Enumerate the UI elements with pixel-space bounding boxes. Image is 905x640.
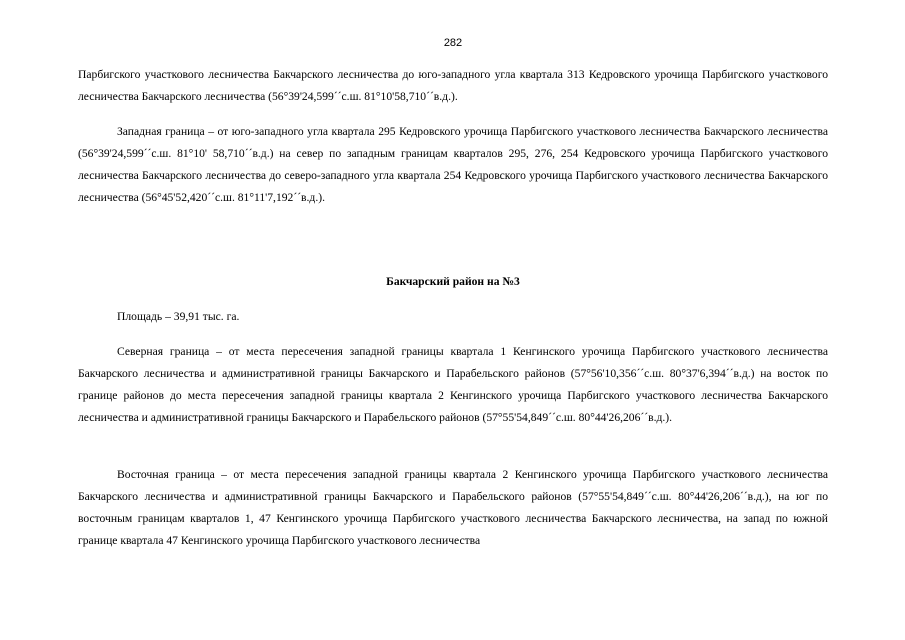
paragraph-northern-border: Северная граница – от места пересечения западной границы квартала 1 Кенгинского урочища Парбигского участкового лесничества Бакчарского лесничества и административной границы Бакчарского и Парабельского районов (57°56'10,356´´с.ш. 80°37'6,394´´в.д.) на восток по границе районов до места пересечения западной границы квартала 2 Кенгинского урочища Парбигского участкового лесничества Бакчарского лесничества и административной границы Бакчарского и Парабельского районов (57°55'54,849´´с.ш. 80°44'26,206´´в.д.). bbox=[78, 345, 828, 424]
paragraph-continuation: Парбигского участкового лесничества Бакчарского лесничества до юго-западного угла квартала 313 Кедровского урочища Парбигского участкового лесничества Бакчарского лесничества (56°39'24,599´´с.ш. 81°10'58,710´´в.д.). bbox=[78, 68, 828, 103]
paragraph-eastern-border: Восточная граница – от места пересечения западной границы квартала 2 Кенгинского урочища Парбигского участкового лесничества Бакчарского лесничества и административной границы Бакчарского и Парабельского районов (57°55'54,849´´с.ш. 80°44'26,206´´в.д.), на юг по восточным границам кварталов 1, 47 Кенгинского урочища Парбигского участкового лесничества Бакчарского лесничества, на запад по южной границе квартала 47 Кенгинского урочища Парбигского участкового лесничества bbox=[78, 468, 828, 547]
page-number: 282 bbox=[443, 37, 463, 49]
section-title: Бакчарский район на №3 bbox=[386, 275, 520, 288]
paragraph-western-border: Западная граница – от юго-западного угла квартала 295 Кедровского урочища Парбигского участкового лесничества Бакчарского лесничества (56°39'24,599´´с.ш. 81°10' 58,710´´в.д.) на север по западным границам кварталов 295, 276, 254 Кедровского урочища Парбигского участкового лесничества Бакчарского лесничества до северо-западного угла квартала 254 Кедровского урочища Парбигского участкового лесничества Бакчарского лесничества (56°45'52,420´´с.ш. 81°11'7,192´´в.д.). bbox=[78, 125, 828, 204]
area-line: Площадь – 39,91 тыс. га. bbox=[117, 310, 240, 323]
